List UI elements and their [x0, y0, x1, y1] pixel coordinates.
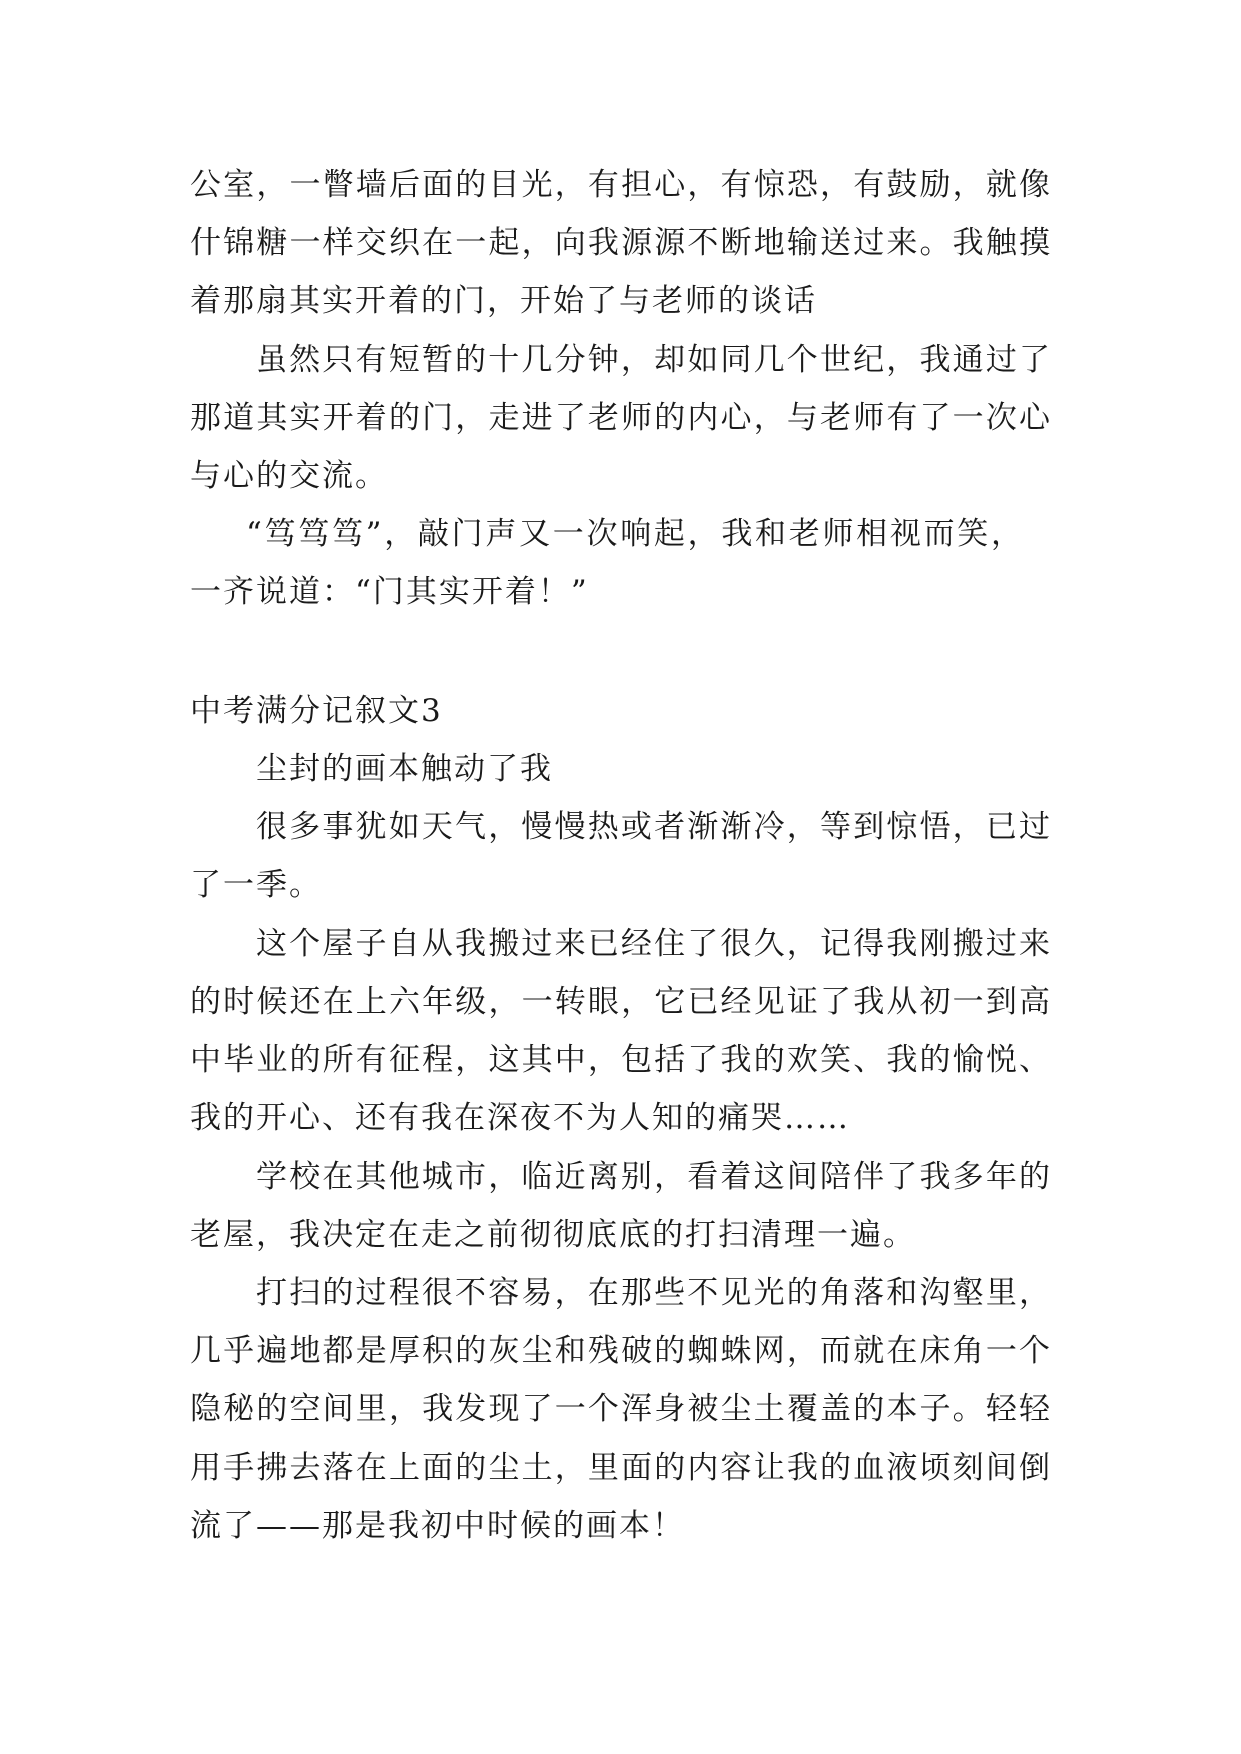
text-line: 那道其实开着的门，走进了老师的内心，与老师有了一次心 — [190, 400, 1052, 436]
text-line: 了一季。 — [190, 867, 322, 903]
essay-title: 尘封的画本触动了我 — [256, 751, 553, 787]
paragraph-first-line: 学校在其他城市，临近离别，看着这间陪伴了我多年的 — [256, 1159, 1052, 1195]
text-line: 一齐说道：“门其实开着！” — [190, 574, 589, 610]
text-line: 老屋，我决定在走之前彻彻底底的打扫清理一遍。 — [190, 1217, 916, 1253]
text-line: 几乎遍地都是厚积的灰尘和残破的蜘蛛网，而就在床角一个 — [190, 1333, 1052, 1369]
text-line: 用手拂去落在上面的尘土，里面的内容让我的血液顷刻间倒 — [190, 1450, 1052, 1486]
paragraph-first-line: 打扫的过程很不容易，在那些不见光的角落和沟壑里， — [256, 1275, 1052, 1311]
text-line: 中毕业的所有征程，这其中，包括了我的欢笑、我的愉悦、 — [190, 1042, 1052, 1078]
text-line: 着那扇其实开着的门，开始了与老师的谈话 — [190, 283, 817, 319]
text-line: 流了——那是我初中时候的画本！ — [190, 1508, 685, 1544]
paragraph-first-line: 这个屋子自从我搬过来已经住了很久，记得我刚搬过来 — [256, 926, 1052, 962]
text-line: 与心的交流。 — [190, 458, 388, 494]
text-line: 我的开心、还有我在深夜不为人知的痛哭…… — [190, 1100, 850, 1136]
text-line: 公室，一瞥墙后面的目光，有担心，有惊恐，有鼓励，就像 — [190, 167, 1052, 203]
section-heading: 中考满分记叙文3 — [190, 693, 443, 729]
paragraph-first-line: 很多事犹如天气，慢慢热或者渐渐冷，等到惊悟，已过 — [256, 809, 1052, 845]
paragraph-first-line: “笃笃笃”，敲门声又一次响起，我和老师相视而笑， — [246, 516, 1024, 552]
text-line: 什锦糖一样交织在一起，向我源源不断地输送过来。我触摸 — [190, 225, 1052, 261]
text-line: 的时候还在上六年级，一转眼，它已经见证了我从初一到高 — [190, 984, 1052, 1020]
paragraph-first-line: 虽然只有短暂的十几分钟，却如同几个世纪，我通过了 — [256, 342, 1052, 378]
text-line: 隐秘的空间里，我发现了一个浑身被尘土覆盖的本子。轻轻 — [190, 1391, 1052, 1427]
